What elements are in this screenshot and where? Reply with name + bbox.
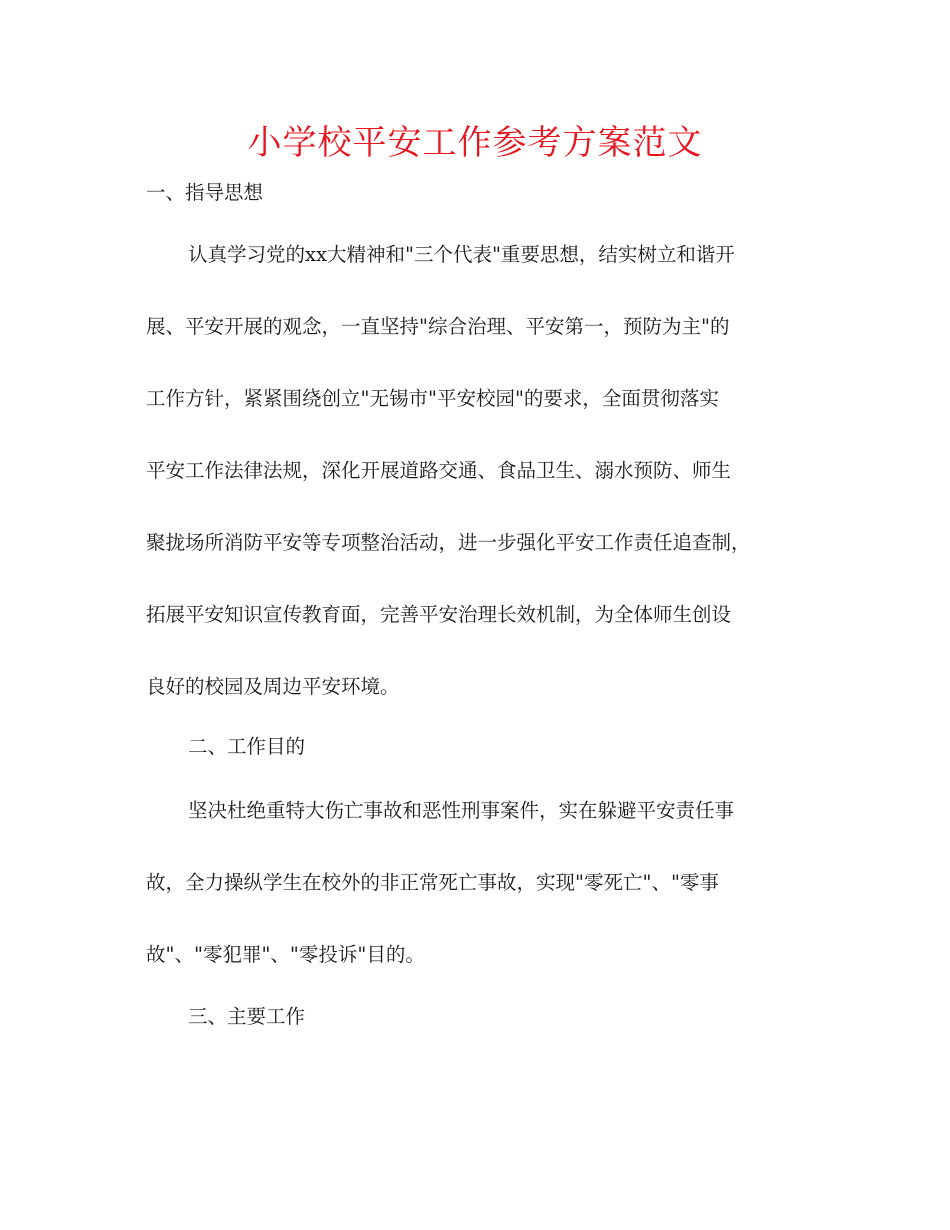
paragraph-line: 故"、"零犯罪"、"零投诉"目的。	[146, 943, 425, 966]
paragraph-line: 聚拢场所消防平安等专项整治活动，进一步强化平安工作责任追查制，	[146, 531, 751, 554]
section-heading-guiding-ideology: 一、指导思想	[146, 181, 264, 204]
paragraph-line: 良好的校园及周边平安环境。	[146, 675, 400, 698]
section-heading-work-goals: 二、工作目的	[188, 735, 306, 758]
paragraph-line: 平安工作法律法规，深化开展道路交通、食品卫生、溺水预防、师生	[146, 459, 732, 482]
paragraph-line: 坚决杜绝重特大伤亡事故和恶性刑事案件，实在躲避平安责任事	[188, 799, 735, 822]
paragraph-line: 认真学习党的xx大精神和"三个代表"重要思想，结实树立和谐开	[188, 243, 735, 266]
paragraph-line: 展、平安开展的观念，一直坚持"综合治理、平安第一，预防为主"的	[146, 315, 730, 338]
paragraph-line: 拓展平安知识宣传教育面，完善平安治理长效机制，为全体师生创设	[146, 603, 732, 626]
section-heading-main-work: 三、主要工作	[188, 1005, 306, 1028]
paragraph-line: 工作方针，紧紧围绕创立"无锡市"平安校园"的要求，全面贯彻落实	[146, 387, 719, 410]
paragraph-line: 故，全力操纵学生在校外的非正常死亡事故，实现"零死亡"、"零事	[146, 871, 719, 894]
document-title: 小学校平安工作参考方案范文	[247, 123, 703, 163]
